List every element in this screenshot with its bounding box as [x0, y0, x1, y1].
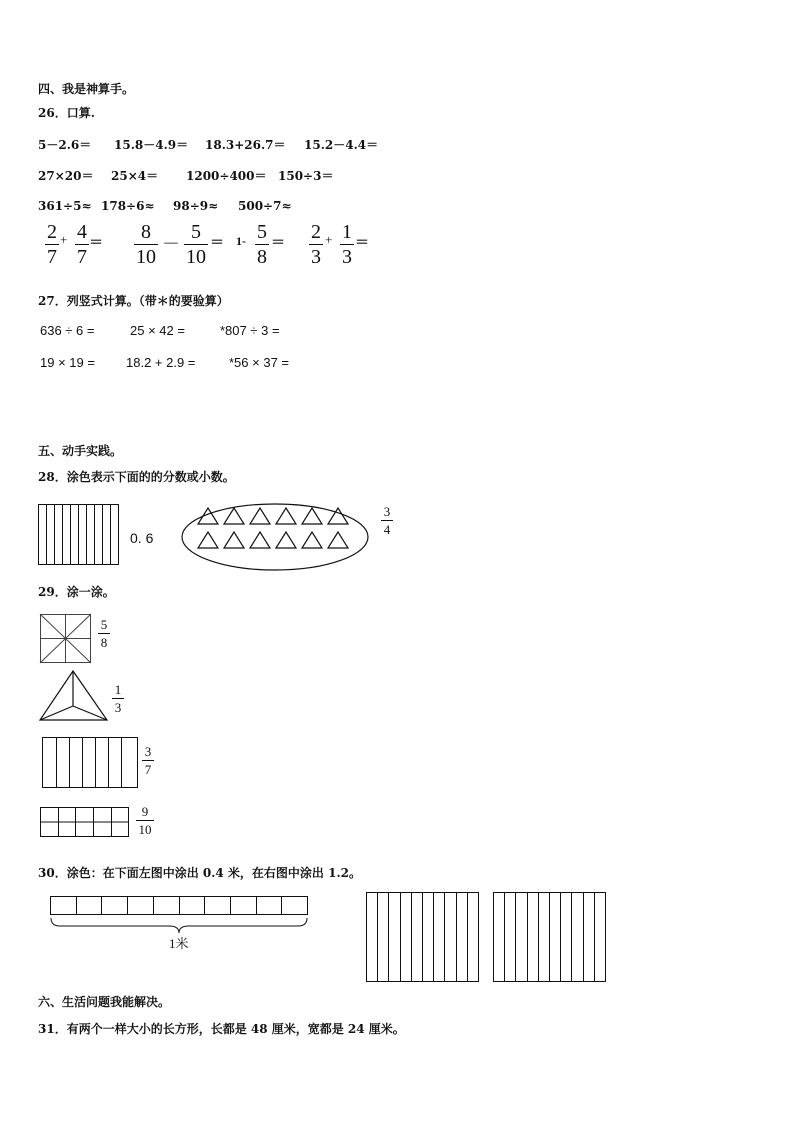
mental-calc-item: 15.2－4.4＝: [304, 138, 379, 152]
mental-calc-item: 5－2.6＝: [38, 138, 92, 152]
section-4-title: 四、我是神算手。: [38, 82, 135, 96]
equals-sign: ＝: [89, 236, 103, 251]
equals-sign: ＝: [271, 236, 285, 251]
estimate-item: 361÷5≈: [38, 199, 92, 213]
square-eight-parts[interactable]: [40, 614, 92, 664]
fraction-label: 3 7: [142, 745, 154, 776]
fraction-label: 1 3: [112, 683, 124, 714]
fraction: 8 10: [136, 221, 156, 268]
fraction: 5 10: [186, 221, 206, 268]
mental-calc-item: 150÷3＝: [278, 169, 334, 183]
decimal-label: 0. 6: [130, 530, 154, 546]
fraction-label: 5 8: [98, 618, 110, 649]
ruler-label: 1米: [169, 936, 189, 951]
minus-sign: －: [162, 234, 180, 254]
triangle-three-parts[interactable]: [38, 670, 110, 722]
mental-calc-item: 25×4＝: [111, 169, 159, 183]
mental-calc-item: 18.3+26.7＝: [205, 138, 286, 152]
question-28-title: 28．涂色表示下面的的分数或小数。: [38, 470, 235, 484]
question-26-title: 26．口算.: [38, 106, 95, 120]
vertical-calc-item: 636 ÷ 6 =: [40, 323, 95, 338]
triangles-ellipse[interactable]: [180, 502, 370, 572]
equals-sign: ＝: [210, 236, 224, 251]
question-29-title: 29．涂一涂。: [38, 585, 115, 599]
estimate-item: 178÷6≈: [101, 199, 155, 213]
vertical-calc-item: *56 × 37 =: [229, 355, 289, 370]
equals-sign: ＝: [355, 236, 369, 251]
vertical-calc-item: 25 × 42 =: [130, 323, 185, 338]
section-6-title: 六、生活问题我能解决。: [38, 995, 171, 1009]
vertical-calc-item: 19 × 19 =: [40, 355, 95, 370]
mental-calc-item: 15.8－4.9＝: [114, 138, 189, 152]
fraction: 5 8: [257, 221, 267, 268]
fraction-label: 9 10: [136, 805, 154, 836]
fraction: 4 7: [77, 221, 87, 268]
section-5-title: 五、动手实践。: [38, 444, 123, 458]
meter-ruler[interactable]: [50, 896, 312, 936]
right-strip-grid[interactable]: [493, 892, 607, 983]
vertical-calc-item: *807 ÷ 3 =: [220, 323, 280, 338]
plus-sign: +: [60, 232, 68, 247]
grid-ten-parts[interactable]: [40, 807, 130, 838]
question-27-title: 27．列竖式计算。（带＊的要验算）: [38, 294, 229, 308]
left-strip-grid[interactable]: [366, 892, 480, 983]
question-30-title: 30．涂色：在下面左图中涂出 0.4 米，在右图中涂出 1.2。: [38, 866, 361, 880]
plus-sign: +: [325, 232, 333, 247]
estimate-item: 98÷9≈: [173, 199, 219, 213]
mental-calc-item: 1200÷400＝: [186, 169, 267, 183]
vertical-calc-item: 18.2 + 2.9 =: [126, 355, 196, 370]
one-minus-prefix: 1-: [236, 234, 246, 248]
rectangle-seven-parts[interactable]: [42, 737, 139, 789]
mental-calc-item: 27×20＝: [38, 169, 94, 183]
fraction-label: 3 4: [381, 505, 393, 536]
ten-strip-rectangle[interactable]: [38, 504, 120, 566]
fraction: 2 7: [47, 221, 57, 268]
estimate-item: 500÷7≈: [238, 199, 292, 213]
fraction: 2 3: [311, 221, 321, 268]
question-31-title: 31．有两个一样大小的长方形，长都是 48 厘米，宽都是 24 厘米。: [38, 1022, 405, 1036]
fraction: 1 3: [342, 221, 352, 268]
